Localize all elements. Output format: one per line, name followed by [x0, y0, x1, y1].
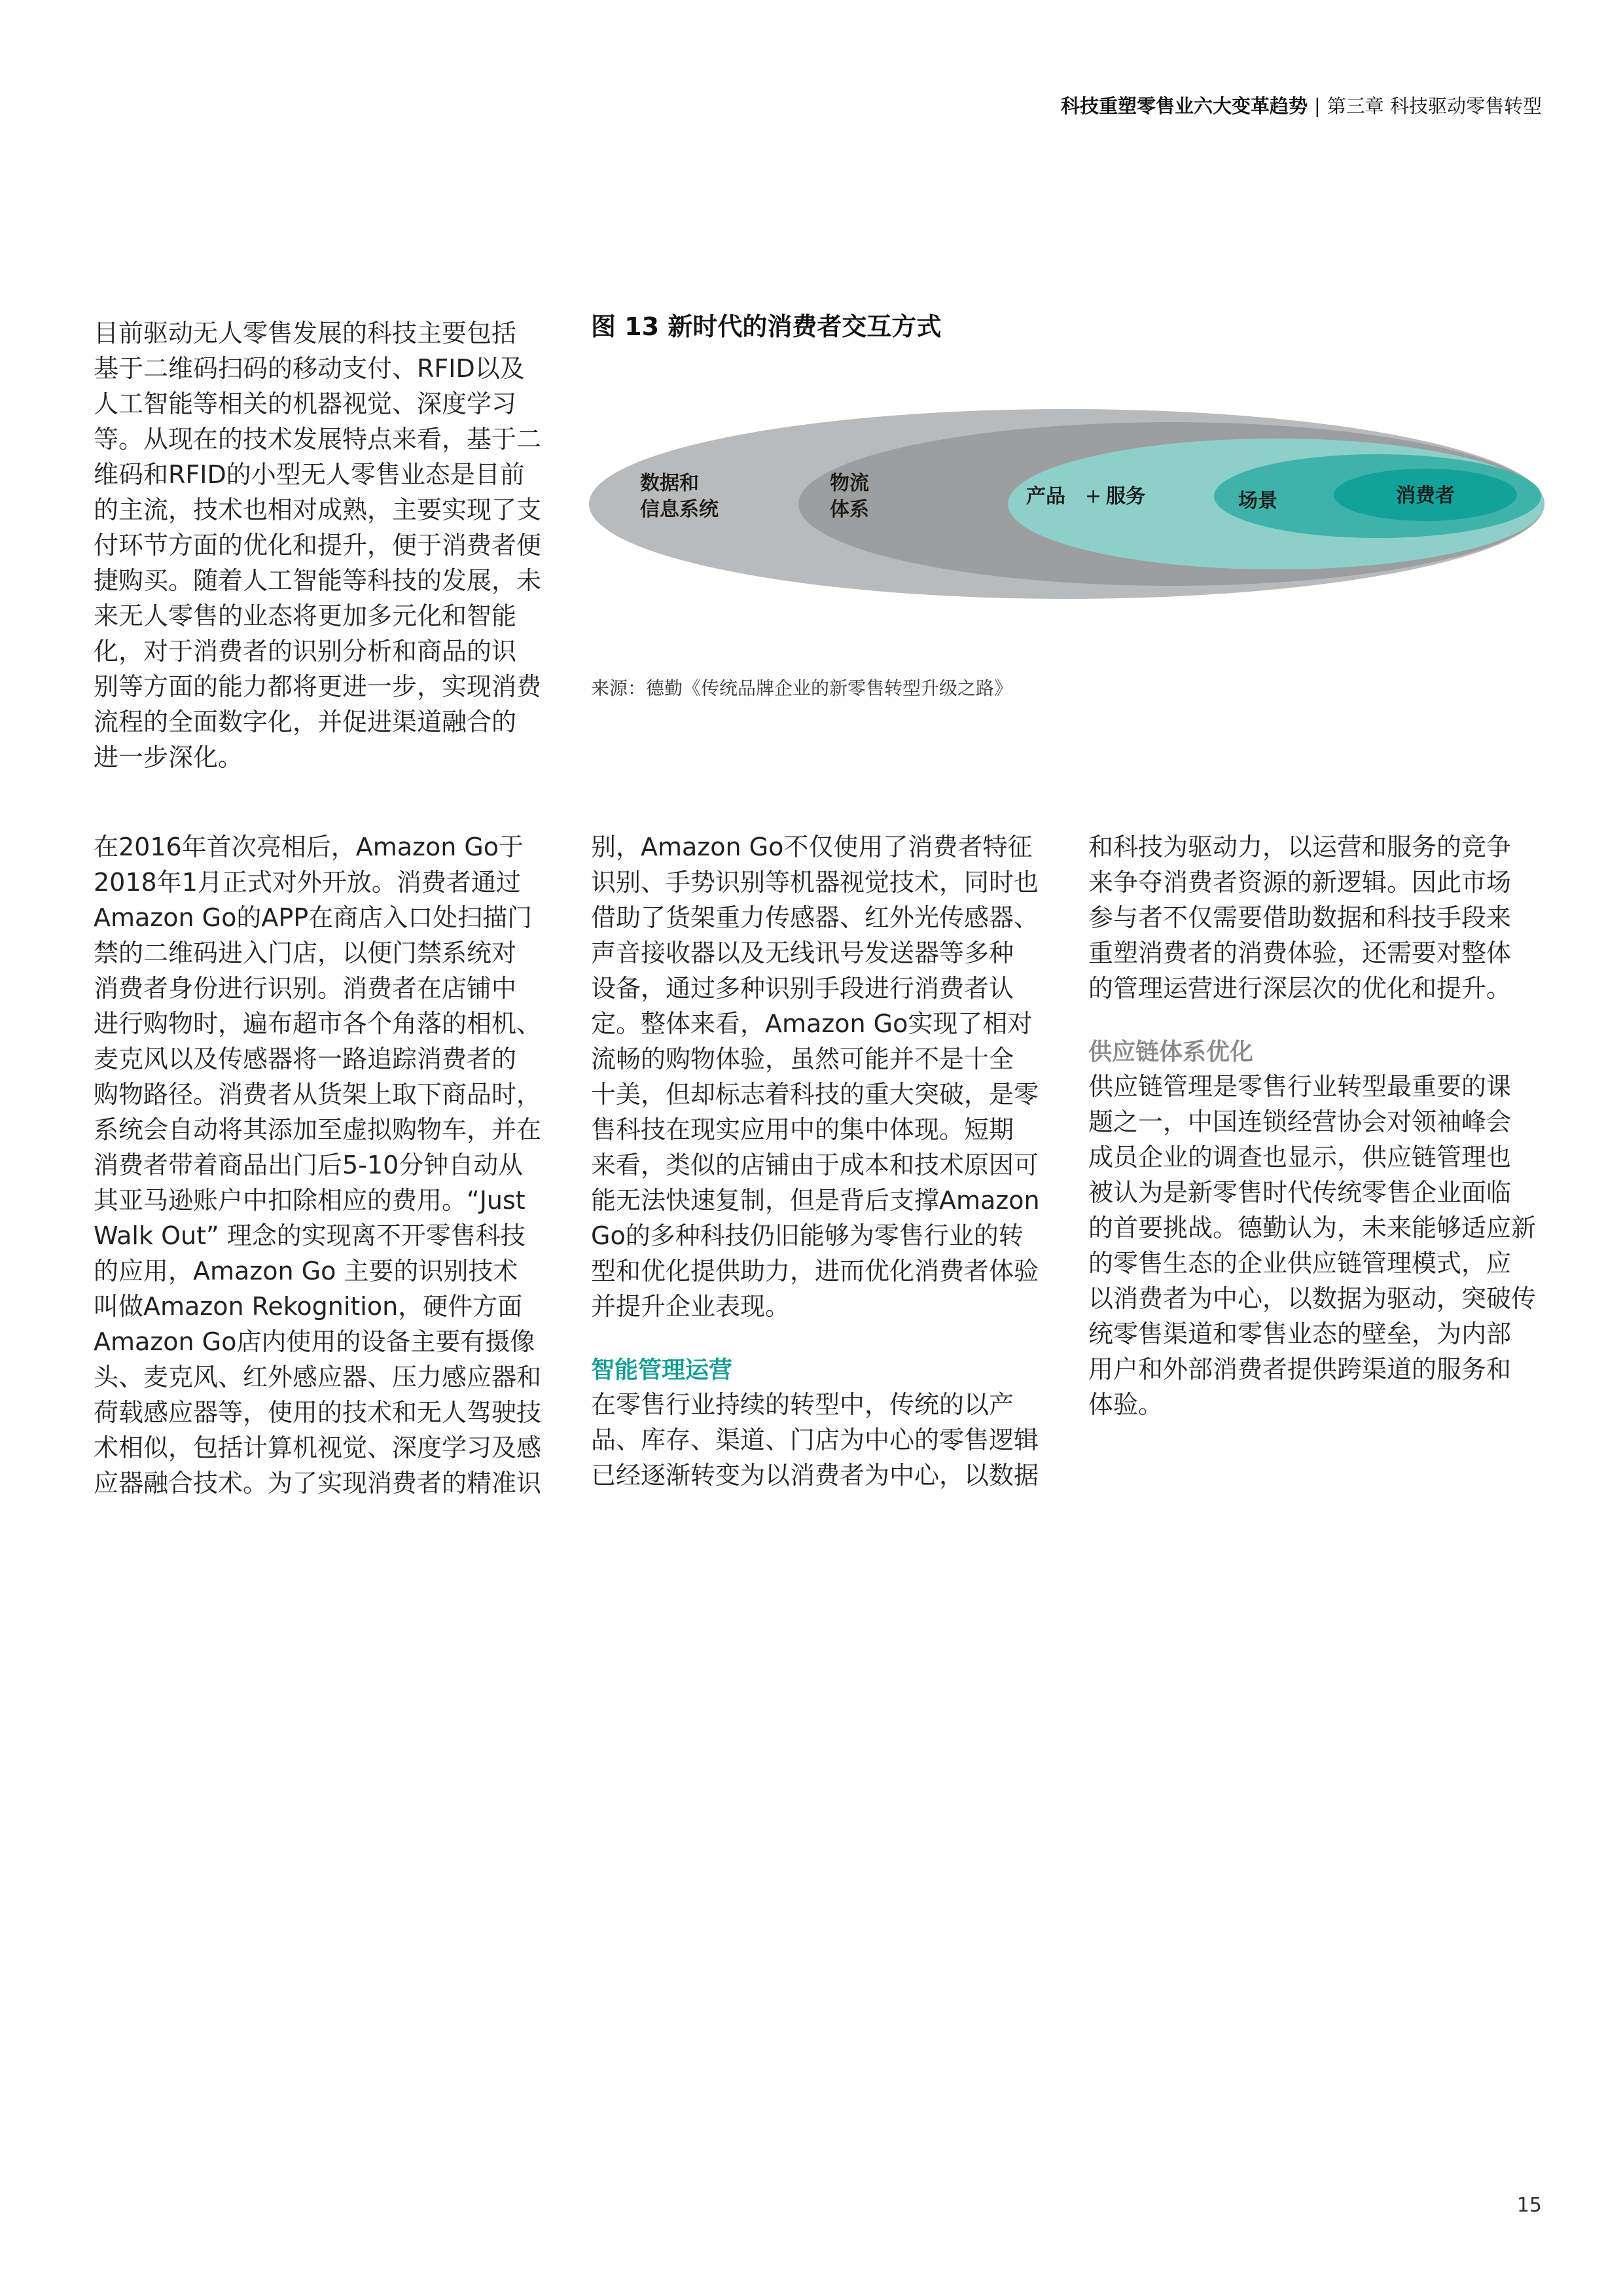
section-heading-supply-chain: 供应链体系优化	[1088, 1039, 1254, 1066]
text-line: 应器融合技术。为了实现消费者的精准识	[94, 1469, 542, 1498]
text-line: 购物路径。消费者从货架上取下商品时，	[94, 1080, 542, 1109]
intro-paragraph	[94, 315, 552, 775]
label-service: 服务	[1106, 485, 1145, 508]
text-line: 麦克风以及传感器将一路追踪消费者的	[94, 1045, 517, 1073]
text-line: 在零售行业持续的转型中，传统的以产	[591, 1390, 1014, 1419]
text-line: Walk Out” 理念的实现离不开零售科技	[94, 1221, 526, 1250]
text-line: 付环节方面的优化和提升，便于消费者便	[94, 531, 542, 560]
text-line: 进一步深化。	[94, 743, 243, 772]
text-line: 2018年1月正式对外开放。消费者通过	[94, 868, 521, 897]
text-line: 来无人零售的业态将更加多元化和智能	[94, 601, 517, 630]
label-plus: +	[1085, 485, 1102, 508]
text-line: 声音接收器以及无线讯号发送器等多种	[591, 939, 1014, 967]
text-line: 消费者带着商品出门后5-10分钟自动从	[94, 1151, 524, 1179]
text-line: 统零售渠道和零售业态的壁垒，为内部	[1088, 1319, 1512, 1348]
body-column-1	[94, 829, 565, 1501]
text-line: 用户和外部消费者提供跨渠道的服务和	[1088, 1355, 1512, 1384]
text-line: 题之一，中国连锁经营协会对领袖峰会	[1088, 1107, 1512, 1136]
text-line: 来看，类似的店铺由于成本和技术原因可	[591, 1151, 1039, 1179]
body-column-2	[591, 829, 1062, 1493]
text-line: 禁的二维码进入门店，以便门禁系统对	[94, 939, 517, 967]
text-line: 体验。	[1088, 1390, 1164, 1419]
label-consumer: 消费者	[1396, 484, 1455, 507]
figure-title: 图 13 新时代的消费者交互方式	[591, 312, 942, 341]
text-line: 目前驱动无人零售发展的科技主要包括	[94, 319, 517, 348]
text-line: 维码和RFID的小型无人零售业态是目前	[94, 460, 525, 489]
text-line: 流畅的购物体验，虽然可能并不是十全	[591, 1045, 1014, 1073]
text-line: 识别、手势识别等机器视觉技术，同时也	[591, 868, 1039, 897]
running-header	[1061, 92, 1542, 118]
text-line: Amazon Go店内使用的设备主要有摄像	[94, 1327, 535, 1356]
report-title: 科技重塑零售业六大变革趋势	[1060, 95, 1308, 117]
text-line: 化，对于消费者的识别分析和商品的识	[94, 637, 517, 666]
text-line: 的应用，Amazon Go 主要的识别技术	[94, 1257, 518, 1285]
text-line: 捷购买。随着人工智能等科技的发展，未	[94, 566, 542, 595]
text-line: 别等方面的能力都将更进一步，实现消费	[94, 672, 542, 701]
text-line: 定。整体来看，Amazon Go实现了相对	[591, 1009, 1033, 1038]
text-line: 进行购物时，遍布超市各个角落的相机、	[94, 1009, 542, 1038]
text-line: 的首要挑战。德勤认为，未来能够适应新	[1088, 1213, 1537, 1242]
text-line: Go的多种科技仍旧能够为零售行业的转	[591, 1221, 1024, 1250]
text-line: 消费者身份进行识别。消费者在店铺中	[94, 974, 517, 1003]
text-line: 已经逐渐转变为以消费者为中心，以数据	[591, 1461, 1039, 1490]
text-line: 叫做Amazon Rekognition，硬件方面	[94, 1292, 523, 1321]
text-line: 术相似，包括计算机视觉、深度学习及感	[94, 1433, 542, 1462]
label-product: 产品	[1026, 485, 1065, 508]
text-line: 的管理运营进行深层次的优化和提升。	[1088, 974, 1512, 1003]
text-line: 以消费者为中心，以数据为驱动，突破传	[1088, 1284, 1537, 1313]
text-line: Amazon Go的APP在商店入口处扫描门	[94, 903, 533, 932]
text-line: 重塑消费者的消费体验，还需要对整体	[1088, 939, 1512, 967]
text-line: 售科技在现实应用中的集中体现。短期	[591, 1115, 1014, 1144]
text-line: 系统会自动将其添加至虚拟购物车，并在	[94, 1115, 542, 1144]
consumer-interaction-diagram	[582, 406, 1551, 602]
header-separator: |	[1314, 95, 1321, 117]
text-line: 十美，但却标志着科技的重大突破，是零	[591, 1080, 1039, 1109]
text-line: 等。从现在的技术发展特点来看，基于二	[94, 425, 542, 454]
text-line: 基于二维码扫码的移动支付、RFID以及	[94, 354, 525, 383]
text-line: 被认为是新零售时代传统零售企业面临	[1088, 1178, 1512, 1207]
text-line: 能无法快速复制，但是背后支撑Amazon	[591, 1186, 1040, 1215]
text-line: 借助了货架重力传感器、红外光传感器、	[591, 903, 1039, 932]
figure-source: 来源：德勤《传统品牌企业的新零售转型升级之路》	[591, 677, 1013, 699]
label-scene: 场景	[1238, 490, 1277, 512]
text-line: 的零售生态的企业供应链管理模式，应	[1088, 1249, 1512, 1278]
text-line: 成员企业的调查也显示，供应链管理也	[1088, 1143, 1512, 1172]
text-line: 在2016年首次亮相后，Amazon Go于	[94, 833, 524, 861]
chapter-title: 第三章 科技驱动零售转型	[1327, 95, 1542, 117]
label-data-line1: 数据和	[640, 472, 699, 495]
body-column-3	[1088, 829, 1560, 1422]
text-line: 别，Amazon Go不仅使用了消费者特征	[591, 833, 1033, 861]
text-line: 参与者不仅需要借助数据和科技手段来	[1088, 903, 1512, 932]
page-number: 15	[1516, 2194, 1542, 2217]
text-line: 人工智能等相关的机器视觉、深度学习	[94, 389, 517, 418]
text-line: 品、库存、渠道、门店为中心的零售逻辑	[591, 1426, 1039, 1454]
label-logistics-line1: 物流	[830, 472, 869, 495]
text-line: 供应链管理是零售行业转型最重要的课	[1088, 1072, 1512, 1101]
text-line: 其亚马逊账户中扣除相应的费用。“Just	[94, 1186, 526, 1215]
text-line: 设备，通过多种识别手段进行消费者认	[591, 974, 1014, 1003]
text-line: 并提升企业表现。	[591, 1292, 791, 1321]
text-line: 荷载感应器等，使用的技术和无人驾驶技	[94, 1398, 542, 1427]
text-line: 型和优化提供助力，进而优化消费者体验	[591, 1257, 1039, 1285]
label-logistics-line2: 体系	[830, 498, 869, 521]
text-line: 头、麦克风、红外感应器、压力感应器和	[94, 1363, 542, 1391]
text-line: 流程的全面数字化，并促进渠道融合的	[94, 708, 517, 736]
text-line: 来争夺消费者资源的新逻辑。因此市场	[1088, 868, 1512, 897]
text-line: 和科技为驱动力，以运营和服务的竞争	[1088, 833, 1512, 861]
label-data-line2: 信息系统	[640, 498, 719, 521]
section-heading-smart-management: 智能管理运营	[591, 1357, 733, 1384]
text-line: 的主流，技术也相对成熟，主要实现了支	[94, 495, 542, 524]
